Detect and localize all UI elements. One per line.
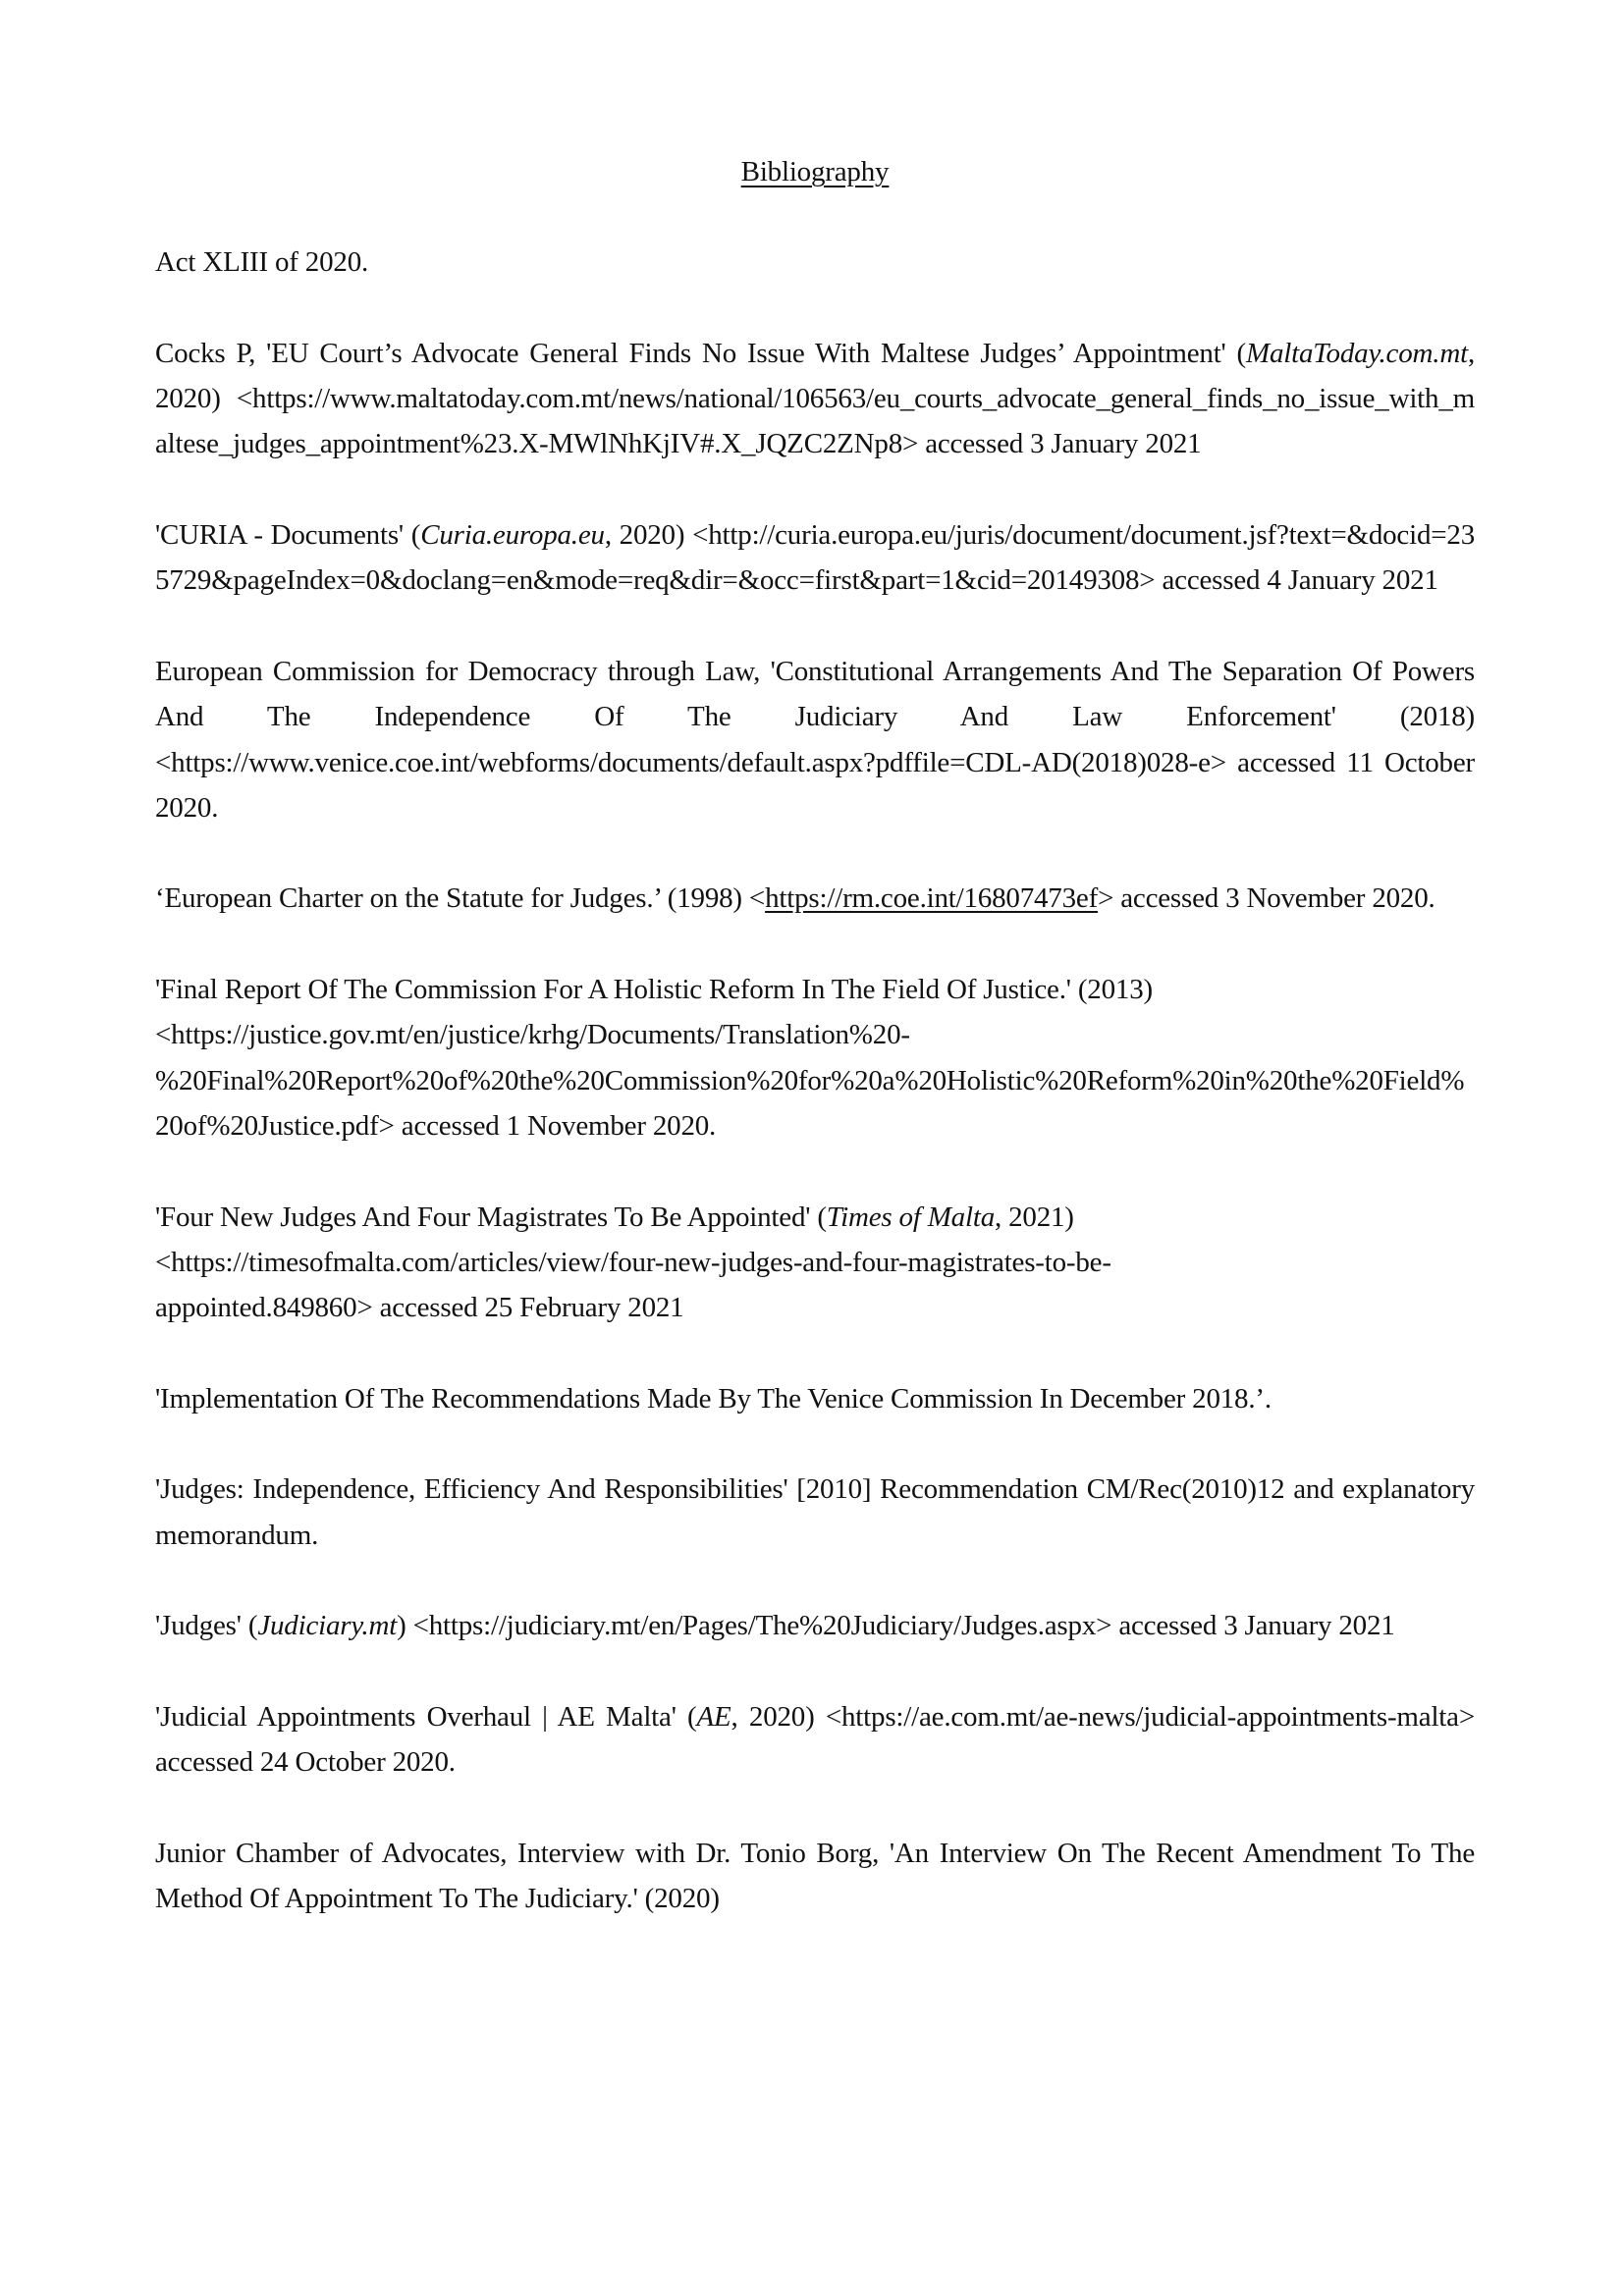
entry-url-line-2[interactable]: appointed.849860> bbox=[155, 1292, 373, 1324]
bibliography-entry-final-report bbox=[155, 967, 1475, 1148]
entry-source-italic: Curia.europa.eu bbox=[420, 519, 605, 552]
entry-text: European Commission for Democracy through Law, 'Constitutional Arrangements And The Separation Of Powers And The Independence Of The Judiciary And Law Enforcement' (2018) bbox=[155, 655, 1475, 733]
entry-text: , 2020) bbox=[604, 519, 685, 552]
entry-text: Junior Chamber of Advocates, Interview with Dr. Tonio Borg, 'An Interview On The Recent Amendment To The Method Of Appointment To The Judiciary.' (2020) bbox=[155, 1837, 1475, 1914]
bibliography-entry-cocks bbox=[155, 331, 1475, 467]
bibliography-page bbox=[155, 149, 1475, 1967]
bibliography-entry-venice-commission bbox=[155, 649, 1475, 830]
entry-source-italic: MaltaToday.com.mt bbox=[1246, 337, 1468, 369]
entry-text: 'Judges: Independence, Efficiency And Responsibilities' [2010] Recommendation CM/Rec(2010)12 and explanatory memorandum. bbox=[155, 1473, 1475, 1551]
entry-url-line-2[interactable]: %20Final%20Report%20of%20the%20Commission%20for%20a%20Holistic%20Reform%20in%20the%20Field%20of%20Justice.pdf> bbox=[155, 1064, 1465, 1142]
entry-accessed: > accessed 3 November 2020. bbox=[1098, 882, 1435, 915]
entry-text: 'Four New Judges And Four Magistrates To Be Appointed' ( bbox=[155, 1201, 827, 1233]
bibliography-entry-act-xliii bbox=[155, 240, 1475, 285]
entry-url[interactable]: <https://www.maltatoday.com.mt/news/national/106563/eu_courts_advocate_general_finds_no_issue_with_maltese_judges_appointment%23.X-MWlNhKjIV#.X_JQZC2ZNp8> bbox=[155, 383, 1475, 460]
bibliography-entry-implementation bbox=[155, 1376, 1475, 1421]
entry-text: ‘European Charter on the Statute for Judges.’ (1998) < bbox=[155, 882, 766, 915]
bibliography-entry-european-charter bbox=[155, 876, 1475, 921]
entry-url-line-1[interactable]: <https://timesofmalta.com/articles/view/four-new-judges-and-four-magistrates-to-be- bbox=[155, 1246, 1111, 1278]
entry-accessed: accessed 25 February 2021 bbox=[372, 1292, 684, 1324]
bibliography-entry-junior-chamber bbox=[155, 1831, 1475, 1922]
entry-accessed: accessed 3 January 2021 bbox=[918, 428, 1202, 460]
entry-text-with-url: , 2020) <https://ae.com.mt/ae-news/judicial-appointments-malta> accessed 24 October 2020. bbox=[155, 1700, 1475, 1779]
bibliography-entry-four-new-judges bbox=[155, 1195, 1475, 1331]
entry-accessed: accessed 11 October 2020. bbox=[155, 746, 1475, 824]
bibliography-entry-judges-independence bbox=[155, 1467, 1475, 1558]
entry-url[interactable]: <http://curia.europa.eu/juris/document/document.jsf?text=&docid=235729&pageIndex=0&doclang=en&mode=req&dir=&occ=first&part=1&cid=20149308> bbox=[155, 519, 1476, 597]
bibliography-entry-judges-judiciary bbox=[155, 1603, 1475, 1648]
entry-accessed: accessed 4 January 2021 bbox=[1155, 564, 1438, 597]
entry-source-italic: Judiciary.mt bbox=[257, 1610, 398, 1642]
entry-text: 'Judicial Appointments Overhaul | AE Malta' ( bbox=[155, 1700, 697, 1733]
entry-source-italic: AE bbox=[696, 1700, 731, 1733]
entry-text: , 2021) bbox=[995, 1201, 1074, 1233]
bibliography-entry-curia bbox=[155, 512, 1475, 604]
entry-hyperlink[interactable]: https://rm.coe.int/16807473ef bbox=[765, 882, 1099, 915]
entry-text: 'Judges' ( bbox=[155, 1610, 258, 1642]
entry-accessed: accessed 1 November 2020. bbox=[394, 1109, 717, 1142]
entry-text-with-url: ) <https://judiciary.mt/en/Pages/The%20Judiciary/Judges.aspx> accessed 3 January 2021 bbox=[397, 1610, 1395, 1642]
entry-text: 'Implementation Of The Recommendations Made By The Venice Commission In December 2018.’. bbox=[155, 1382, 1272, 1415]
entry-url[interactable]: <https://www.venice.coe.int/webforms/documents/default.aspx?pdffile=CDL-AD(2018)028-e> bbox=[155, 746, 1226, 778]
entry-text: 'CURIA - Documents' ( bbox=[155, 519, 421, 552]
entry-text: , 2020) bbox=[155, 337, 1475, 415]
entry-text: Cocks P, 'EU Court’s Advocate General Finds No Issue With Maltese Judges’ Appointment' ( bbox=[155, 337, 1246, 369]
page-title: Bibliography bbox=[740, 156, 890, 187]
entry-source-italic: Times of Malta bbox=[826, 1201, 995, 1233]
entry-text: Act XLIII of 2020. bbox=[155, 246, 369, 279]
bibliography-entry-ae-malta bbox=[155, 1694, 1475, 1786]
entry-text: 'Final Report Of The Commission For A Holistic Reform In The Field Of Justice.' (2013) bbox=[155, 974, 1153, 1006]
entry-url-line-1[interactable]: <https://justice.gov.mt/en/justice/krhg/Documents/Translation%20- bbox=[155, 1019, 910, 1051]
